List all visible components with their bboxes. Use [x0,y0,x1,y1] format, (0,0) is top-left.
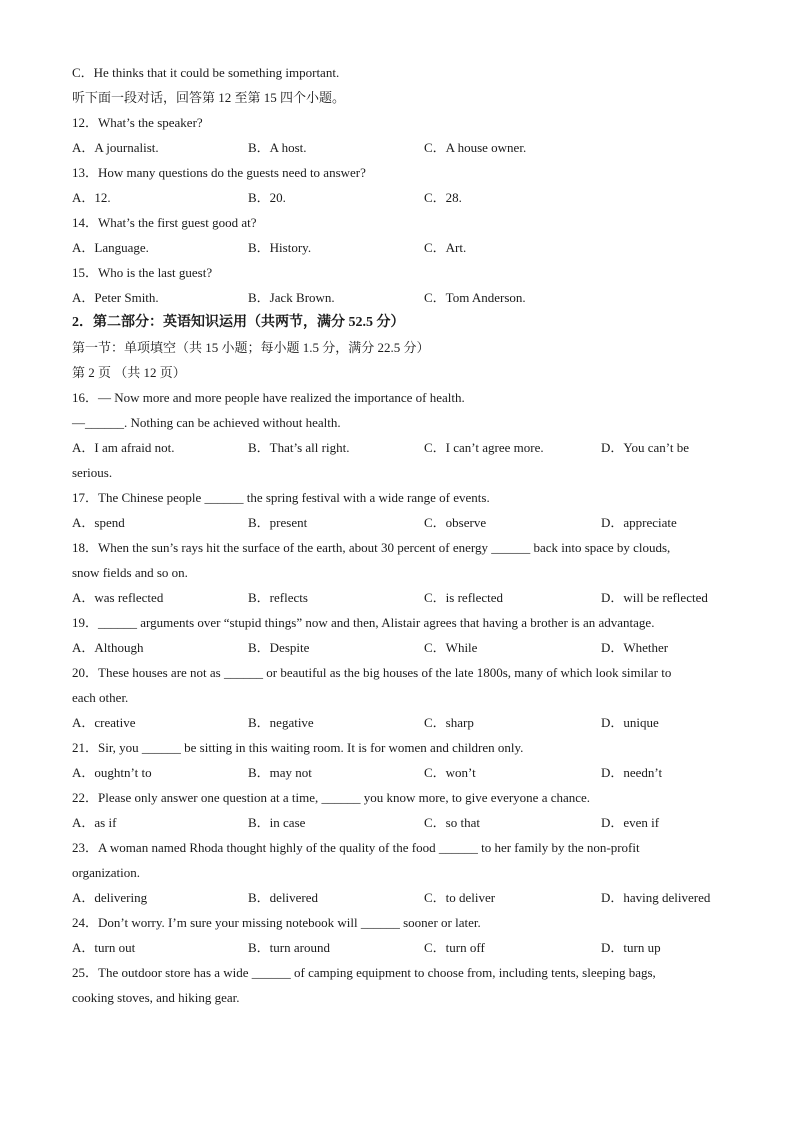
answer-option: B．present [248,515,308,530]
answer-option: C．Tom Anderson. [424,290,526,305]
text-line: 听下面一段对话，回答第 12 至第 15 四个小题。 [72,90,346,105]
answer-option: C．is reflected [424,590,504,605]
answer-option: B．may not [248,765,312,780]
answer-option: C．so that [424,815,480,830]
text-line: 18．When the sun’s rays hit the surface of the earth, about 30 percent of energy ______ back into space by clouds, [72,540,671,555]
answer-option: A．creative [72,715,136,730]
text-line: serious. [72,465,113,480]
answer-options-row [72,135,724,160]
answer-option: B．Despite [248,640,310,655]
answer-option: B．delivered [248,890,319,905]
text-line: 第 2 页 （共 12 页） [72,365,186,380]
answer-option: A．was reflected [72,590,164,605]
answer-option: A．oughtn’t to [72,765,152,780]
answer-option: A．Language. [72,240,149,255]
answer-option: A．as if [72,815,117,830]
answer-option: B．Jack Brown. [248,290,335,305]
text-line: 25．The outdoor store has a wide ______ of camping equipment to choose from, including tents, sleeping bags, [72,965,656,980]
answer-option: D．unique [601,715,659,730]
answer-option: B．History. [248,240,312,255]
answer-option: D．appreciate [601,515,677,530]
text-line: 23．A woman named Rhoda thought highly of the quality of the food ______ to her family by the non-profit [72,840,640,855]
answer-options-row [72,810,724,835]
exam-page [72,60,724,1010]
answer-options-row [72,585,724,610]
answer-option: B．That’s all right. [248,440,350,455]
answer-option: C．28. [424,190,462,205]
answer-option: A．spend [72,515,125,530]
answer-option: D．You can’t be [601,440,689,455]
answer-option: D．turn up [601,940,661,955]
answer-options-row [72,435,724,460]
answer-option: C．While [424,640,478,655]
answer-option: C．I can’t agree more. [424,440,544,455]
text-line: 22．Please only answer one question at a time, ______ you know more, to give everyone a chance. [72,790,591,805]
answer-option: B．A host. [248,140,307,155]
text-line: 12．What’s the speaker? [72,115,203,130]
text-line: 第一节：单项填空（共 15 小题；每小题 1.5 分，满分 22.5 分） [72,340,430,355]
text-line: 13．How many questions do the guests need to answer? [72,165,366,180]
answer-option: C．to deliver [424,890,496,905]
answer-option: C．won’t [424,765,476,780]
answer-option: A．12. [72,190,111,205]
answer-option: A．I am afraid not. [72,440,175,455]
answer-option: A．Although [72,640,144,655]
answer-option: A．delivering [72,890,148,905]
text-line: —______. Nothing can be achieved without health. [72,415,341,430]
answer-options-row [72,635,724,660]
answer-option: C．turn off [424,940,485,955]
answer-option: B．negative [248,715,314,730]
text-line: snow fields and so on. [72,565,188,580]
answer-options-row [72,185,724,210]
answer-option: A．turn out [72,940,136,955]
answer-options-row [72,510,724,535]
answer-option: B．reflects [248,590,308,605]
answer-option: C．Art. [424,240,467,255]
answer-options-row [72,285,724,310]
section-heading: 2．第二部分：英语知识运用（共两节，满分 52.5 分） [72,315,405,330]
answer-option: C．observe [424,515,487,530]
answer-option: D．Whether [601,640,669,655]
text-line: 14．What’s the first guest good at? [72,215,257,230]
text-line: 24．Don’t worry. I’m sure your missing notebook will ______ sooner or later. [72,915,481,930]
answer-option: C．sharp [424,715,474,730]
answer-option: A．A journalist. [72,140,159,155]
answer-options-row [72,935,724,960]
text-line: organization. [72,865,140,880]
text-line: 20．These houses are not as ______ or beautiful as the big houses of the late 1800s, many of which look similar to [72,665,672,680]
text-line: C．He thinks that it could be something important. [72,65,340,80]
answer-option: D．will be reflected [601,590,708,605]
answer-option: B．in case [248,815,306,830]
answer-option: B．turn around [248,940,330,955]
text-line: 15．Who is the last guest? [72,265,213,280]
text-line: cooking stoves, and hiking gear. [72,990,240,1005]
text-line: each other. [72,690,129,705]
text-line: 16．— Now more and more people have realized the importance of health. [72,390,465,405]
text-line: 21．Sir, you ______ be sitting in this waiting room. It is for women and children only. [72,740,524,755]
text-line: 19．______ arguments over “stupid things” now and then, Alistair agrees that having a brother is an advantage. [72,615,655,630]
answer-options-row [72,760,724,785]
answer-options-row [72,885,724,910]
answer-option: C．A house owner. [424,140,527,155]
answer-option: D．having delivered [601,890,711,905]
answer-option: A．Peter Smith. [72,290,159,305]
answer-options-row [72,235,724,260]
answer-option: B．20. [248,190,286,205]
answer-option: D．even if [601,815,660,830]
answer-option: D．needn’t [601,765,663,780]
text-line: 17．The Chinese people ______ the spring festival with a wide range of events. [72,490,490,505]
answer-options-row [72,710,724,735]
